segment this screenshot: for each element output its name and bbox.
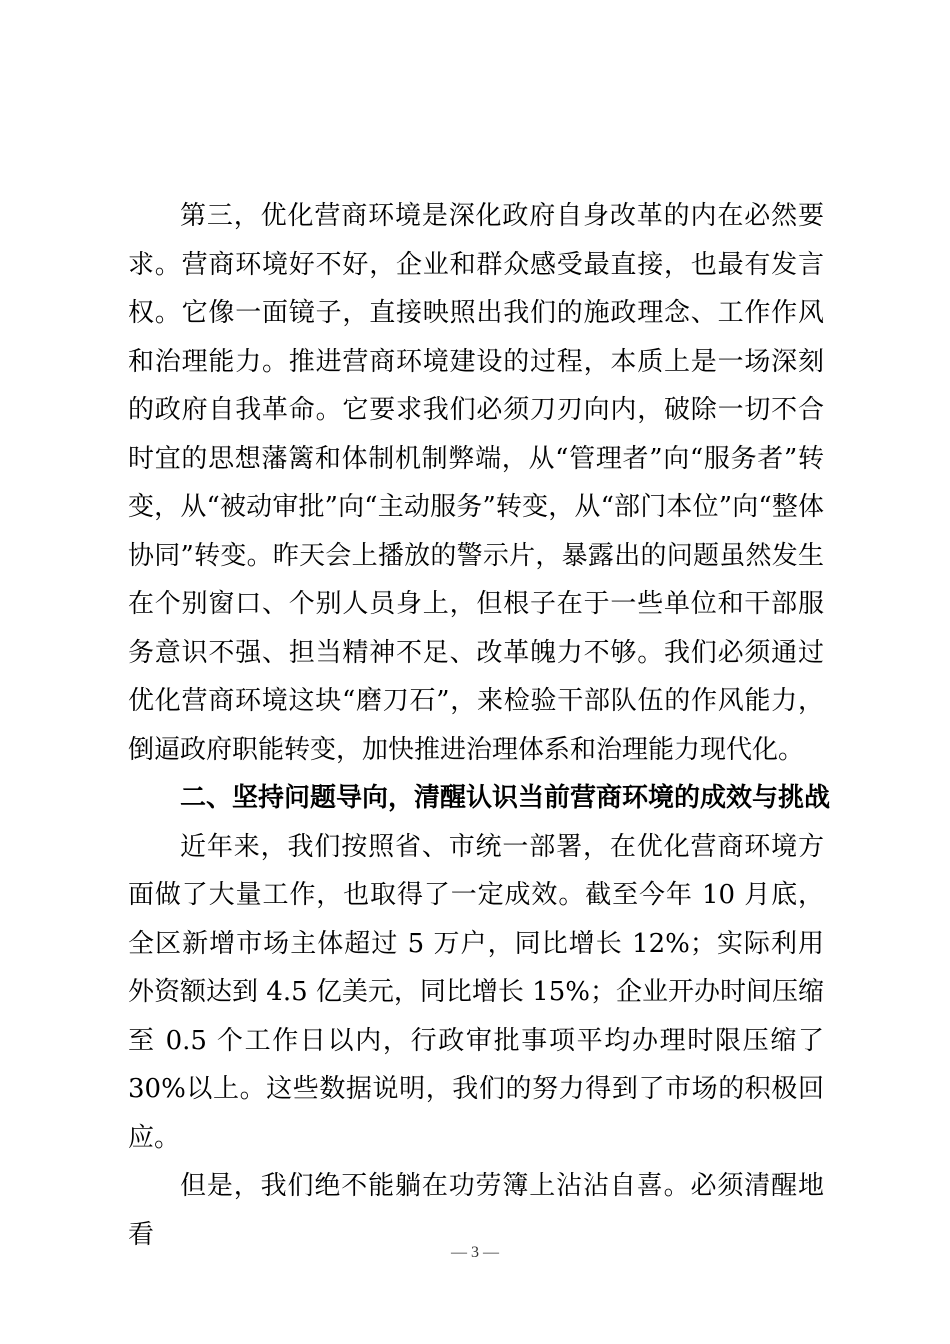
paragraph-however: 但是，我们绝不能躺在功劳簿上沾沾自喜。必须清醒地看	[128, 1171, 824, 1250]
page-number: — 3 —	[451, 1244, 499, 1261]
section-heading: 二、坚持问题导向，清醒认识当前营商环境的成效与挑战	[180, 783, 831, 813]
document-body	[128, 192, 831, 1259]
paragraph-third-point: 第三，优化营商环境是深化政府自身改革的内在必然要求。营商环境好不好，企业和群众感受最直接，也最有发言权。它像一面镜子，直接映照出我们的施政理念、工作作风和治理能力。推进营商环境建设的过程，本质上是一场深刻的政府自我革命。它要求我们必须刀刃向内，破除一切不合时宜的思想藩篱和体制机制弊端，从“管理者”向“服务者”转变，从“被动审批”向“主动服务”转变，从“部门本位”向“整体协同”转变。昨天会上播放的警示片，暴露出的问题虽然发生在个别窗口、个别人员身上，但根子在于一些单位和干部服务意识不强、担当精神不足、改革魄力不够。我们必须通过优化营商环境这块“磨刀石”，来检验干部队伍的作风能力，倒逼政府职能转变，加快推进治理体系和治理能力现代化。	[128, 201, 824, 765]
paragraph-achievements: 近年来，我们按照省、市统一部署，在优化营商环境方面做了大量工作，也取得了一定成效。截至今年 10 月底，全区新增市场主体超过 5 万户，同比增长 12%；实际利用外资额达到 4.5 亿美元，同比增长 15%；企业开办时间压缩至 0.5 个工作日以内，行政审批事项平均办理时限压缩了 30%以上。这些数据说明，我们的努力得到了市场的积极回应。	[128, 831, 824, 1153]
